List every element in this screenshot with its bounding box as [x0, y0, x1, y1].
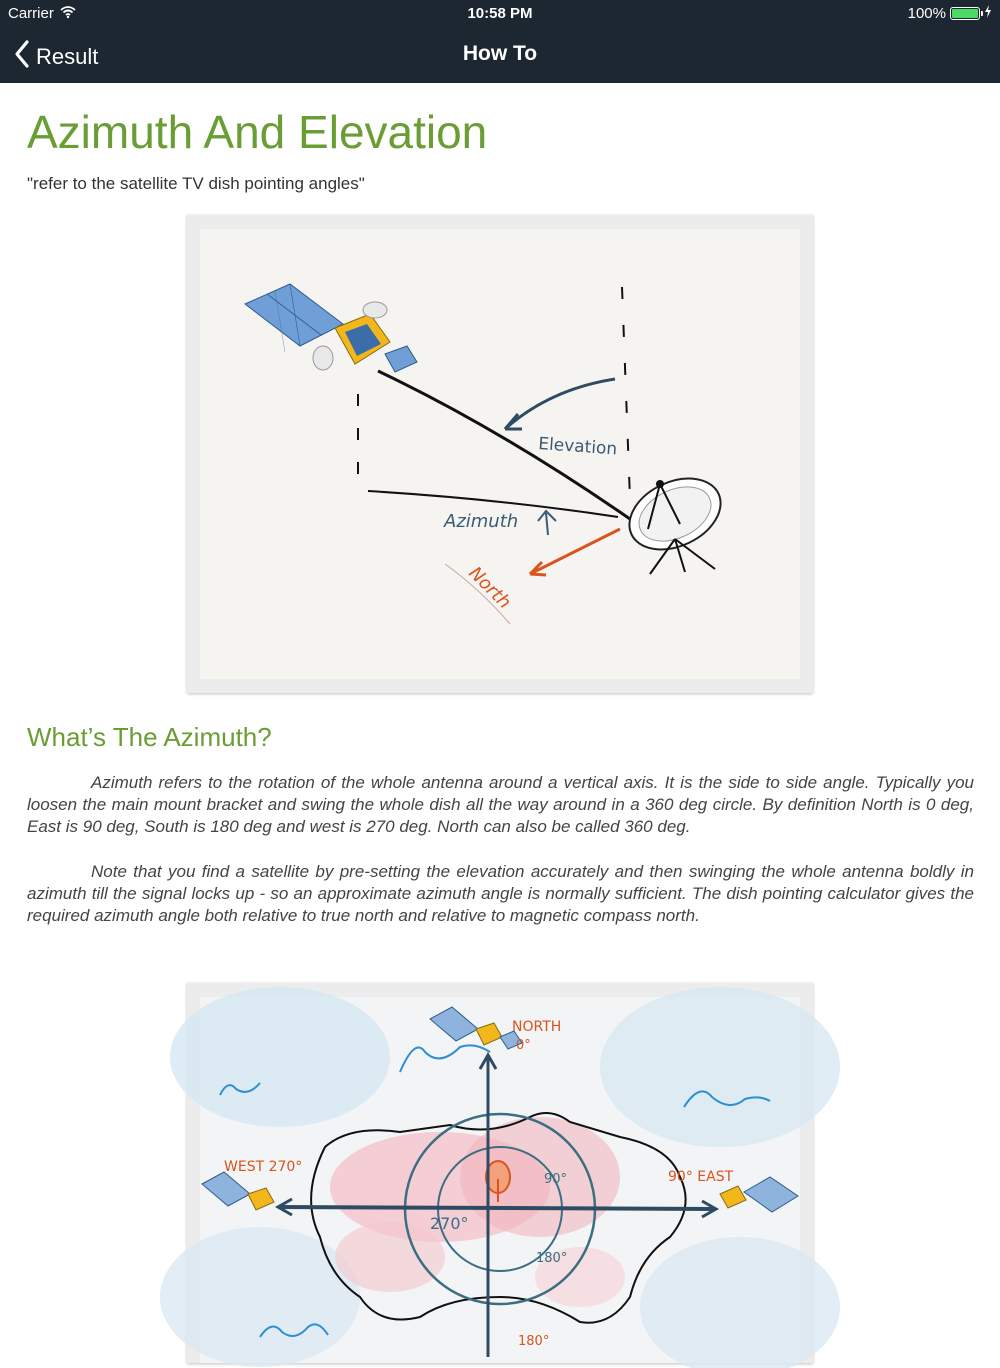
- nav-title: How To: [462, 42, 538, 65]
- battery-fill: [952, 9, 978, 18]
- label-west: WEST 270°: [224, 1159, 303, 1175]
- navigation-bar: [0, 28, 1000, 83]
- figure-azimuth-elevation-canvas: [200, 229, 800, 679]
- label-90-deg: 90°: [544, 1172, 568, 1187]
- carrier-label: Carrier: [8, 5, 54, 22]
- status-bar: [0, 0, 1000, 28]
- figure-azimuth-elevation: [187, 215, 813, 693]
- status-time: 10:58 PM: [467, 5, 533, 22]
- back-label: Result: [36, 43, 99, 69]
- page-subtitle: "refer to the satellite TV dish pointing angles": [27, 174, 365, 193]
- label-north: North: [464, 562, 515, 614]
- battery-icon: [950, 7, 980, 20]
- paragraph-azimuth-note: Note that you find a satellite by pre-setting the elevation accurately and then swinging the whole antenna boldly in azimuth till the signal locks up - so an approximate azimuth angle is normally sufficient. The dish pointing calculator gives the required azimuth angle both relative to true north and relative to magnetic compass north.: [27, 862, 974, 925]
- label-270-deg: 270°: [430, 1214, 469, 1233]
- status-right: [908, 5, 992, 22]
- paragraph-azimuth-definition: Azimuth refers to the rotation of the whole antenna around a vertical axis. It is the side to side angle. Typically you loosen the main mount bracket and swing the whole dish all the way around in a 360 deg circle. By definition North is 0 deg, East is 90 deg, South is 180 deg and west is 270 deg. North can also be called 360 deg.: [27, 773, 974, 836]
- satellite-dish-icon: [618, 465, 732, 574]
- figure-azimuth-map-canvas: [200, 997, 800, 1363]
- battery-percent: 100%: [907, 5, 946, 22]
- section-heading-azimuth: What’s The Azimuth?: [27, 722, 272, 752]
- battery-tip: [981, 11, 983, 16]
- label-azimuth: Azimuth: [444, 511, 519, 532]
- label-east: 90° EAST: [668, 1169, 734, 1185]
- label-north-compass: NORTH: [512, 1019, 562, 1035]
- charging-bolt-icon: [984, 5, 992, 22]
- azimuth-elevation-illustration: [200, 229, 800, 679]
- article-content[interactable]: [0, 83, 1000, 1349]
- label-180-deg-bottom: 180°: [518, 1334, 550, 1349]
- label-180-deg: 180°: [536, 1251, 568, 1266]
- satellite-icon: [245, 284, 417, 372]
- page-title: Azimuth And Elevation: [27, 106, 488, 158]
- label-elevation: Elevation: [537, 434, 618, 460]
- azimuth-map-illustration: [200, 997, 800, 1363]
- label-north-degrees: 0°: [516, 1038, 531, 1053]
- figure-azimuth-map: [187, 983, 813, 1363]
